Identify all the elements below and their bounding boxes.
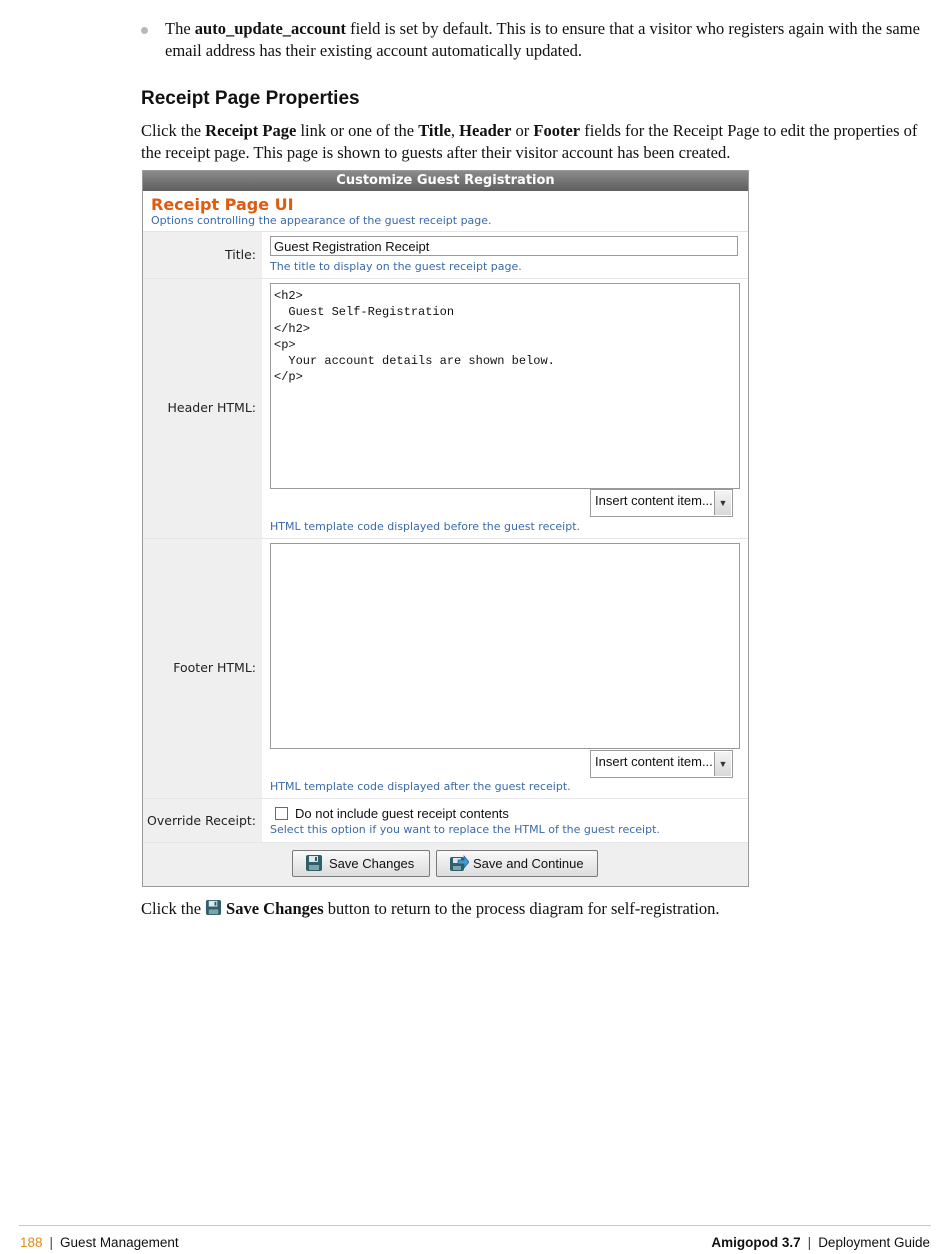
floppy-disk-icon [305,854,323,880]
section-heading: Receipt Page Properties [141,88,360,109]
footer-html-row [143,539,748,799]
chevron-down-icon[interactable]: ▼ [714,491,731,515]
footer-divider [19,1225,931,1226]
footer-section: Guest Management [60,1235,179,1250]
header-html-label: Header HTML: [167,400,256,415]
override-receipt-label: Override Receipt: [147,813,256,828]
footer-doc-title: Deployment Guide [818,1235,930,1250]
save-continue-icon [449,854,469,880]
form-heading [143,191,748,232]
save-and-continue-label: Save and Continue [473,856,584,871]
footer-left: 188 | Guest Management [20,1235,179,1250]
floppy-disk-icon [205,899,222,922]
override-receipt-hint: Select this option if you want to replace the HTML of the guest receipt. [270,823,660,836]
bullet-dot [141,27,148,34]
form-subtitle: Options controlling the appearance of the guest receipt page. [151,214,492,227]
bullet-text: The auto_update_account field is set by default. This is to ensure that a visitor who registers again with the same email address has their existing account automatically updated. [165,19,920,60]
chevron-down-icon[interactable]: ▼ [714,752,731,776]
title-row [143,232,748,279]
footer-html-label: Footer HTML: [173,660,256,675]
footer-html-hint: HTML template code displayed after the guest receipt. [270,780,571,793]
footer-html-textarea[interactable] [270,543,740,749]
intro-paragraph: Click the Receipt Page link or one of the Title, Header or Footer fields for the Receipt Page to edit the properties of the receipt page. This page is shown to guests after their visitor account has been created. [141,121,918,162]
override-receipt-row [143,799,748,843]
field-name: auto_update_account [194,19,347,38]
header-html-hint: HTML template code displayed before the guest receipt. [270,520,581,533]
save-and-continue-button[interactable] [436,850,598,877]
form-title: Receipt Page UI [151,195,294,214]
closing-paragraph: Click the Save Changes button to return to the process diagram for self-registration. [141,898,720,922]
customize-guest-registration-panel [142,170,749,887]
override-receipt-checkbox-label[interactable]: Do not include guest receipt contents [295,806,509,821]
footer-select-value: Insert content item... [595,754,713,769]
save-changes-label: Save Changes [329,856,415,871]
title-input[interactable]: Guest Registration Receipt [270,236,738,256]
header-html-row [143,279,748,539]
footer-right: Amigopod 3.7 | Deployment Guide [711,1235,930,1250]
panel-title-bar: Customize Guest Registration [143,171,748,191]
header-insert-content-select[interactable] [590,489,733,517]
title-hint: The title to display on the guest receipt page. [270,260,522,273]
page-number: 188 [20,1235,43,1250]
override-receipt-checkbox[interactable] [275,807,288,820]
header-html-textarea[interactable]: <h2> Guest Self-Registration </h2> <p> Your account details are shown below. </p> [270,283,740,489]
footer-insert-content-select[interactable] [590,750,733,778]
save-changes-button[interactable] [292,850,430,877]
footer-product: Amigopod 3.7 [711,1235,801,1250]
header-select-value: Insert content item... [595,493,713,508]
button-bar [143,843,748,886]
bullet-item [141,18,931,62]
title-label: Title: [225,247,256,262]
